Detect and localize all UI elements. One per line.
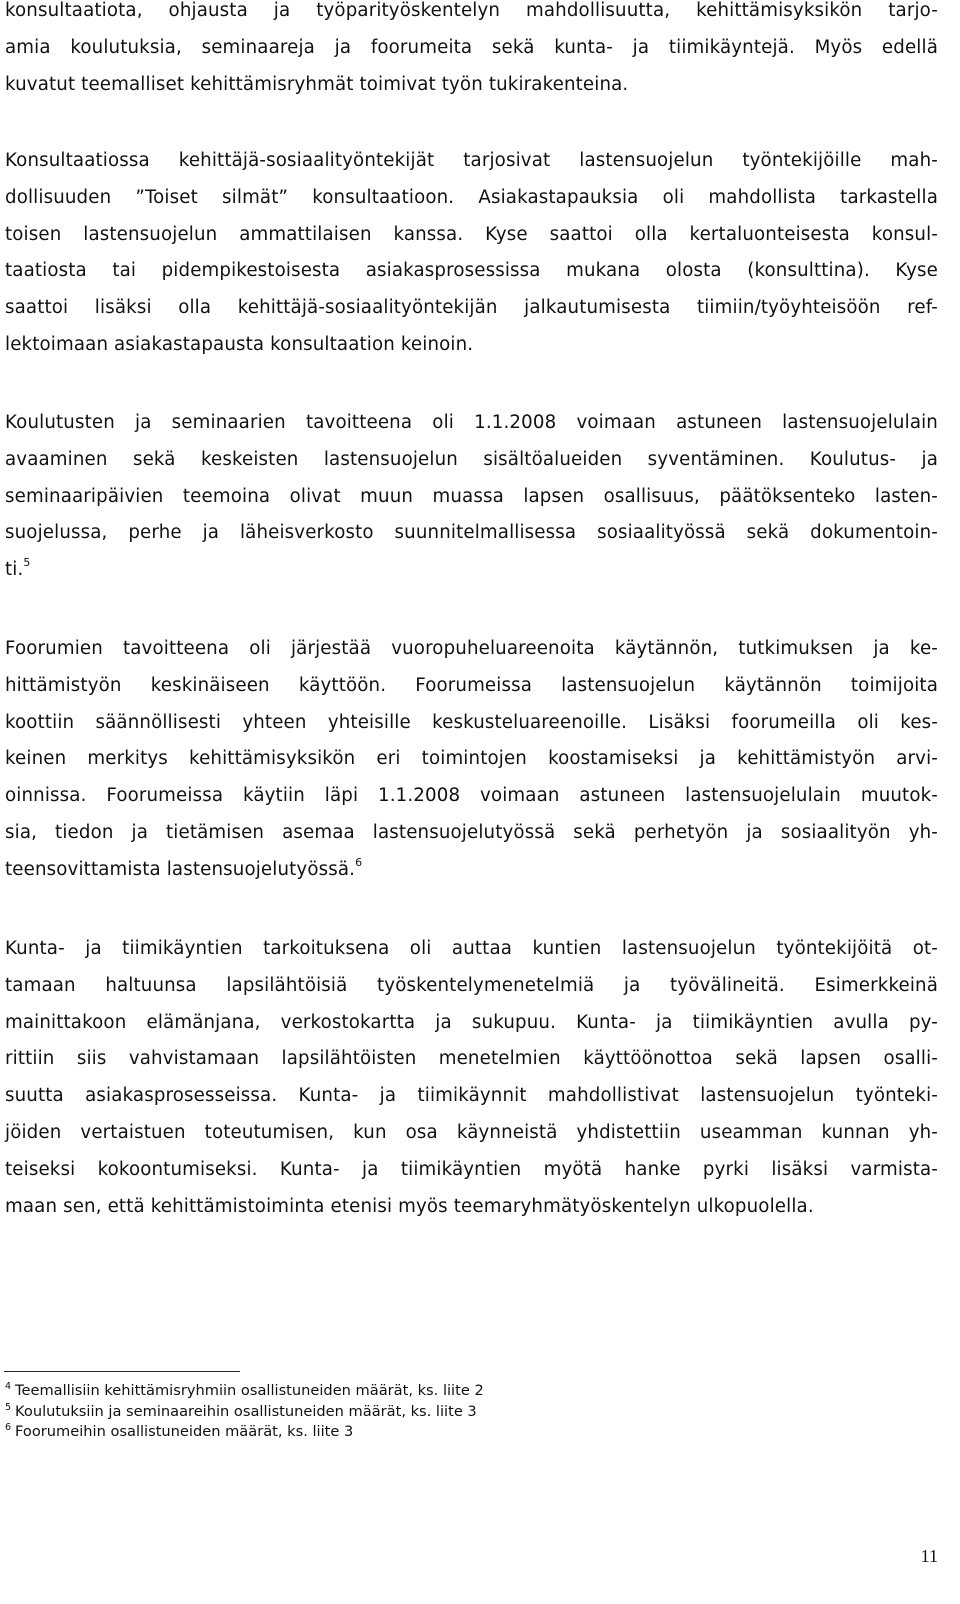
- text-line: suojelussa, perhe ja läheisverkosto suunnitelmallisessa sosiaalityössä sekä dokumentoin-: [5, 522, 938, 544]
- text-line: ti.$^5$: [5, 556, 31, 581]
- text-line: hittämistyön keskinäiseen käyttöön. Foorumeissa lastensuojelun käytännön toimijoita: [5, 674, 938, 696]
- text-line: toisen lastensuojelun ammattilaisen kanssa. Kyse saattoi olla kertaluonteisesta konsul-: [5, 223, 938, 245]
- text-line: taatiosta tai pidempikestoisesta asiakasprosessissa mukana olosta (konsulttina). Kyse: [5, 260, 938, 282]
- text-line: Kunta- ja tiimikäyntien tarkoituksena oli auttaa kuntien lastensuojelun työntekijöitä ot-: [5, 938, 938, 959]
- text-line: koottiin säännöllisesti yhteen yhteisille keskusteluareenoille. Lisäksi foorumeilla oli kes-: [5, 711, 938, 733]
- paragraph-forums: [5, 631, 938, 889]
- text-line: suutta asiakasprosesseissa. Kunta- ja tiimikäynnit mahdollistivat lastensuojelun työnteki-: [5, 1085, 938, 1107]
- text-line: saattoi lisäksi olla kehittäjä-sosiaalityöntekijän jalkautumisesta tiimiin/työyhteisöön ref-: [5, 297, 938, 319]
- footnote-item: [5, 1381, 905, 1402]
- text-line: sia, tiedon ja tietämisen asemaa lastensuojelutyössä sekä perhetyön ja sosiaalityön yh-: [5, 821, 938, 843]
- text-line: dollisuuden ”Toiset silmät” konsultaatioon. Asiakastapauksia oli mahdollista tarkastella: [5, 186, 938, 208]
- footnote-number: 6: [5, 1422, 12, 1434]
- text-line: amia koulutuksia, seminaareja ja foorumeita sekä kunta- ja tiimikäyntejä. Myös edellä: [5, 36, 938, 58]
- footnote-item: [5, 1422, 905, 1443]
- text-line: Foorumien tavoitteena oli järjestää vuoropuheluareenoita käytännön, tutkimuksen ja ke-: [5, 638, 938, 659]
- footnote-text: Foorumeihin osallistuneiden määrät, ks. liite 3: [15, 1423, 354, 1440]
- text-line: keinen merkitys kehittämisyksikön eri toimintojen koostamiseksi ja kehittämistyön arvi-: [5, 748, 938, 770]
- paragraph-municipal-visits: [5, 931, 938, 1225]
- footnote-text: Teemallisiin kehittämisryhmiin osallistuneiden määrät, ks. liite 2: [15, 1382, 484, 1399]
- text-line: seminaaripäivien teemoina olivat muun muassa lapsen osallisuus, päätöksenteko lasten-: [5, 485, 938, 507]
- text-line: avaaminen sekä keskeisten lastensuojelun sisältöalueiden syventäminen. Koulutus- ja: [5, 448, 938, 470]
- text-line: maan sen, että kehittämistoiminta etenisi myös teemaryhmätyöskentelyn ulkopuolella.: [5, 1195, 814, 1217]
- footnote-separator: [4, 1371, 240, 1372]
- text-line: Koulutusten ja seminaarien tavoitteena oli 1.1.2008 voimaan astuneen lastensuojelulain: [5, 412, 938, 433]
- footnotes: [5, 1381, 905, 1443]
- footnote-reference: 6: [355, 855, 363, 869]
- paragraph-consultation: [5, 143, 938, 364]
- text-line: kuvatut teemalliset kehittämisryhmät toimivat työn tukirakenteina.: [5, 73, 629, 95]
- footnote-reference: 5: [23, 556, 31, 570]
- text-line: mainittakoon elämänjana, verkostokartta ja sukupuu. Kunta- ja tiimikäyntien avulla py-: [5, 1011, 938, 1033]
- text-line: Konsultaatiossa kehittäjä-sosiaalityöntekijät tarjosivat lastensuojelun työntekijöille mah-: [5, 150, 938, 171]
- footnote-number: 4: [5, 1381, 12, 1393]
- text-line: konsultaatiota, ohjausta ja työparityöskentelyn mahdollisuutta, kehittämisyksikön tarjo-: [5, 0, 938, 21]
- footnote-number: 5: [5, 1401, 12, 1413]
- text-line: teiseksi kokoontumiseksi. Kunta- ja tiimikäyntien myötä hanke pyrki lisäksi varmista-: [5, 1158, 938, 1180]
- text-line: oinnissa. Foorumeissa käytiin läpi 1.1.2008 voimaan astuneen lastensuojelulain muutok-: [5, 785, 938, 807]
- text-line: rittiin siis vahvistamaan lapsilähtöisten menetelmien käyttöönottoa sekä lapsen osalli-: [5, 1048, 938, 1070]
- text-line: tamaan haltuunsa lapsilähtöisiä työskentelymenetelmiä ja työvälineitä. Esimerkkeinä: [5, 974, 938, 996]
- text-line: jöiden vertaistuen toteutumisen, kun osa käynneistä yhdistettiin useamman kunnan yh-: [5, 1121, 938, 1143]
- text-line: teensovittamista lastensuojelutyössä.$^6$: [5, 855, 363, 880]
- text-line: lektoimaan asiakastapausta konsultaation keinoin.: [5, 333, 474, 355]
- paragraph-support-structures: [5, 0, 938, 103]
- footnote-text: Koulutuksiin ja seminaareihin osallistuneiden määrät, ks. liite 3: [15, 1402, 477, 1420]
- page-number: 11: [920, 1546, 938, 1566]
- footnote-item: [5, 1402, 905, 1423]
- paragraph-trainings-seminars: [5, 405, 938, 589]
